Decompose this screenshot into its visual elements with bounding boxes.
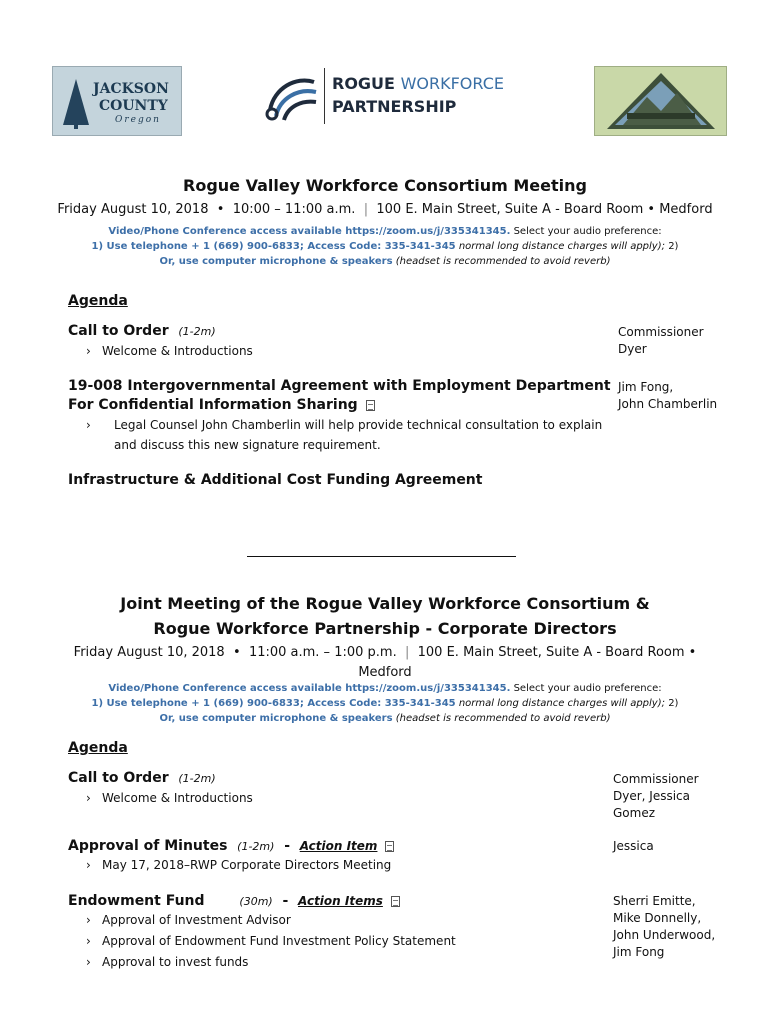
swirl-icon [262, 70, 320, 124]
meeting1-mic-line [0, 256, 770, 267]
jackson-county-line2: COUNTY [99, 98, 168, 114]
rogue-workforce-partnership-logo [262, 66, 522, 126]
meeting2-audio-pref: Select your audio preference: [513, 683, 662, 694]
meeting1-time: 10:00 – 11:00 a.m. [232, 202, 356, 217]
item-duration: (30m) [239, 895, 273, 908]
meeting2-item-call-to-order-presenter: Commissioner Dyer, Jessica Gomez [613, 772, 699, 820]
document-icon[interactable] [385, 841, 394, 852]
list-item: › Welcome & Introductions [86, 344, 237, 358]
list-item: › Approval to invest funds [86, 955, 232, 969]
meeting1-item-igr-title-line1: 19-008 Intergovernmental Agreement with Employment Department [68, 378, 611, 394]
meeting1-item-call-to-order-presenter: Commissioner Dyer [618, 325, 704, 356]
item-duration: (1-2m) [178, 325, 216, 338]
jackson-county-line1: JACKSON [93, 81, 169, 97]
josephine-county-logo [594, 66, 727, 136]
meeting2-conf-access-line [0, 683, 770, 694]
item-title: Approval of Minutes [68, 838, 228, 854]
list-item: › Welcome & Introductions [86, 791, 237, 805]
meeting2-item-endowment-fund-presenter: Sherri Emitte, Mike Donnelly, John Underwood, Jim Fong [613, 894, 716, 959]
meeting1-item-call-to-order [68, 323, 216, 339]
meeting1-phone-line [0, 241, 770, 252]
section-divider [247, 556, 516, 557]
meeting2-mic-line [0, 713, 770, 724]
list-item: › May 17, 2018–RWP Corporate Directors Meeting [86, 858, 375, 872]
item-title: Endowment Fund [68, 893, 205, 909]
item-duration: (1-2m) [178, 772, 216, 785]
item-duration: (1-2m) [237, 840, 275, 853]
meeting2-title-line1: Joint Meeting of the Rogue Valley Workforce Consortium & [120, 594, 650, 613]
meeting2-item-endowment-fund: Endowment Fund (30m) - Action Items [68, 893, 400, 909]
meeting2-phone-line [0, 698, 770, 709]
rwp-word-rogue: ROGUE [332, 74, 395, 93]
meeting1-item-infrastructure: Infrastructure & Additional Cost Funding Agreement [68, 472, 483, 488]
meeting1-date-line: Friday August 10, 2018 • 10:00 – 11:00 a.m. | 100 E. Main Street, Suite A - Board Room • Medford [57, 202, 713, 217]
meeting2-mic-option: Or, use computer microphone & speakers [159, 713, 393, 724]
meeting2-mic-note: (headset is recommended to avoid reverb) [395, 713, 611, 724]
meeting2-title-line2: Rogue Workforce Partnership - Corporate Directors [153, 619, 617, 638]
meeting1-agenda-heading: Agenda [68, 293, 128, 309]
meeting1-item-igr-presenter: Jim Fong, John Chamberlin [618, 380, 718, 411]
document-icon[interactable] [391, 896, 400, 907]
meeting2-date: Friday August 10, 2018 [73, 645, 225, 660]
item-title: Call to Order [68, 770, 169, 786]
meeting2-item-approval-of-minutes-presenter: Jessica [613, 839, 654, 853]
meeting2-item-call-to-order [68, 770, 216, 786]
rwp-word-partnership: PARTNERSHIP [332, 97, 457, 116]
jackson-county-line3: Oregon [115, 115, 161, 125]
action-items-link[interactable]: Action Items [298, 894, 383, 908]
list-item: › Legal Counsel John Chamberlin will help provide technical consultation to explain and discuss this new signature requirement. [86, 418, 603, 452]
item-title: Call to Order [68, 323, 169, 339]
meeting2-phone-note: normal long distance charges will apply); [458, 698, 665, 709]
meeting1-conf-access-line [0, 226, 770, 237]
meeting2-location: 100 E. Main Street, Suite A - Board Room • [417, 645, 697, 660]
meeting2-date-line: Friday August 10, 2018 • 11:00 a.m. – 1:00 p.m. | 100 E. Main Street, Suite A - Board Room • [73, 645, 697, 660]
meeting2-time: 11:00 a.m. – 1:00 p.m. [248, 645, 397, 660]
mountain-emblem-icon [603, 71, 719, 131]
meeting1-location: 100 E. Main Street, Suite A - Board Room • Medford [376, 202, 713, 217]
meeting1-phone-option: 1) Use telephone + 1 (669) 900-6833; Access Code: 335-341-345 [91, 241, 456, 252]
meeting1-mic-note: (headset is recommended to avoid reverb) [395, 256, 611, 267]
meeting2-phone-suffix: 2) [668, 698, 679, 709]
meeting1-phone-suffix: 2) [668, 241, 679, 252]
meeting2-phone-option: 1) Use telephone + 1 (669) 900-6833; Access Code: 335-341-345 [91, 698, 456, 709]
meeting1-mic-option: Or, use computer microphone & speakers [159, 256, 393, 267]
meeting1-phone-note: normal long distance charges will apply); [458, 241, 665, 252]
action-item-link[interactable]: Action Item [299, 839, 378, 853]
meeting2-item-approval-of-minutes: Approval of Minutes (1-2m) - Action Item [68, 838, 394, 854]
rwp-word-workforce: WORKFORCE [400, 74, 504, 93]
meeting2-location-line2: Medford [358, 665, 412, 680]
jackson-county-logo [52, 66, 182, 136]
list-item: › Approval of Investment Advisor [86, 913, 275, 927]
meeting2-conf-access[interactable]: Video/Phone Conference access available https://zoom.us/j/335341345. [108, 683, 511, 694]
meeting1-item-igr-title-line2: For Confidential Information Sharing [68, 397, 375, 413]
meeting1-title: Rogue Valley Workforce Consortium Meeting [183, 176, 587, 195]
meeting1-conf-access[interactable]: Video/Phone Conference access available https://zoom.us/j/335341345. [108, 226, 511, 237]
list-item: › Approval of Endowment Fund Investment Policy Statement [86, 934, 440, 948]
meeting2-agenda-heading: Agenda [68, 740, 128, 756]
tree-icon [59, 77, 93, 131]
meeting1-audio-pref: Select your audio preference: [513, 226, 662, 237]
meeting1-date: Friday August 10, 2018 [57, 202, 209, 217]
document-icon[interactable] [366, 400, 375, 411]
